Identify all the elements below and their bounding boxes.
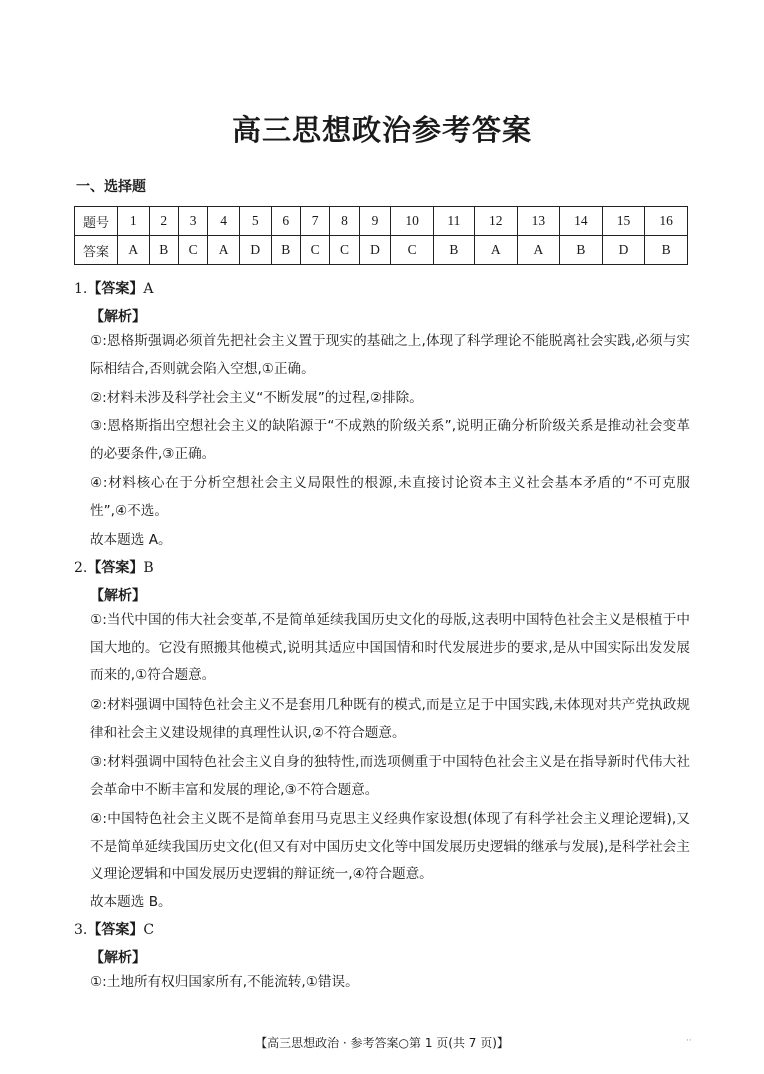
question-number-cell: 15 — [602, 207, 645, 236]
paragraph: ①:土地所有权归国家所有,不能流转,①错误。 — [90, 974, 359, 990]
answer-cell: D — [602, 236, 645, 265]
table-row-answers — [75, 236, 688, 265]
answer-line — [74, 278, 153, 298]
answer-cell: D — [239, 236, 271, 265]
answer-cell: C — [300, 236, 329, 265]
analysis-label: 【解析】 — [90, 588, 146, 604]
answer-cell: B — [271, 236, 300, 265]
paragraph: ③:材料强调中国特色社会主义自身的独特性,而选项侧重于中国特色社会主义是在指导新时代伟大社会革命中不断丰富和发展的理论,③不符合题意。 — [90, 754, 690, 798]
answer-cell: C — [178, 236, 207, 265]
paragraph: ②:材料强调中国特色社会主义不是套用几种既有的模式,而是立足于中国实践,未体现对共产党执政规律和社会主义建设规律的真理性认识,②不符合题意。 — [90, 697, 690, 741]
answer-label: 【答案】 — [87, 922, 144, 938]
paragraph: ①:恩格斯强调必须首先把社会主义置于现实的基础之上,体现了科学理论不能脱离社会实践,必须与实际相结合,否则就会陷入空想,①正确。 — [90, 333, 690, 377]
answer-value: A — [143, 281, 154, 297]
question-number: 3. — [74, 922, 88, 938]
table-row-numbers — [75, 207, 688, 236]
answer-cell: C — [391, 236, 434, 265]
section-heading: 一、选择题 — [76, 179, 146, 195]
question-number-cell: 2 — [149, 207, 178, 236]
paragraph: ①:当代中国的伟大社会变革,不是简单延续我国历史文化的母版,这表明中国特色社会主义是根植于中国大地的。它没有照搬其他模式,说明其适应中国国情和时代发展进步的要求,是从中国实际出发发展而来的,①符合题意。 — [90, 612, 690, 683]
question-number-cell: 16 — [645, 207, 688, 236]
question-number-cell: 10 — [391, 207, 434, 236]
answer-cell: D — [359, 236, 391, 265]
answer-value: C — [143, 922, 155, 938]
answer-value: B — [143, 560, 154, 576]
answer-cell: A — [208, 236, 240, 265]
answer-cell: B — [560, 236, 603, 265]
paragraph: ④:材料核心在于分析空想社会主义局限性的根源,未直接讨论资本主义社会基本矛盾的“不可克服性”,④不选。 — [90, 475, 690, 519]
question-number-cell: 3 — [178, 207, 207, 236]
footer-mark: ·· — [686, 1036, 692, 1046]
question-number-cell: 7 — [300, 207, 329, 236]
question-number-cell: 6 — [271, 207, 300, 236]
paragraph: ③:恩格斯指出空想社会主义的缺陷源于“不成熟的阶级关系”,说明正确分析阶级关系是推动社会变革的必要条件,③正确。 — [90, 418, 690, 462]
question-number: 1. — [74, 281, 88, 297]
paragraph: ④:中国特色社会主义既不是简单套用马克思主义经典作家设想(体现了有科学社会主义理论逻辑),又不是简单延续我国历史文化(但又有对中国历史文化等中国发展历史逻辑的继承与发展),是科学社会主义理论逻辑和中国发展历史逻辑的辩证统一,④符合题意。 — [90, 811, 690, 882]
question-number-cell: 14 — [560, 207, 603, 236]
row-label-answer: 答案 — [75, 236, 118, 265]
row-label-number: 题号 — [75, 207, 118, 236]
question-number-cell: 9 — [359, 207, 391, 236]
answer-cell: C — [330, 236, 359, 265]
analysis-label: 【解析】 — [90, 309, 146, 325]
page-title: 高三思想政治参考答案 — [231, 113, 532, 147]
answer-cell: A — [474, 236, 517, 265]
answer-cell: A — [118, 236, 150, 265]
question-number-cell: 1 — [118, 207, 150, 236]
question-number-cell: 11 — [433, 207, 474, 236]
page-footer: 【高三思想政治 · 参考答案○第 1 页(共 7 页)】 — [255, 1036, 509, 1050]
answer-cell: B — [149, 236, 178, 265]
question-number-cell: 8 — [330, 207, 359, 236]
question-number-cell: 12 — [474, 207, 517, 236]
answer-line — [74, 919, 154, 939]
answer-label: 【答案】 — [87, 281, 144, 297]
answer-cell: B — [645, 236, 688, 265]
analysis-label: 【解析】 — [90, 950, 146, 966]
question-number-cell: 5 — [239, 207, 271, 236]
paragraph: 故本题选 A。 — [90, 532, 172, 548]
answer-label: 【答案】 — [87, 560, 144, 576]
question-number-cell: 4 — [208, 207, 240, 236]
paragraph: ②:材料未涉及科学社会主义“不断发展”的过程,②排除。 — [90, 390, 423, 406]
paragraph: 故本题选 B。 — [90, 894, 172, 910]
answer-line — [74, 557, 154, 577]
answer-table — [74, 206, 688, 265]
question-number-cell: 13 — [517, 207, 560, 236]
question-number: 2. — [74, 560, 88, 576]
answer-cell: B — [433, 236, 474, 265]
answer-cell: A — [517, 236, 560, 265]
